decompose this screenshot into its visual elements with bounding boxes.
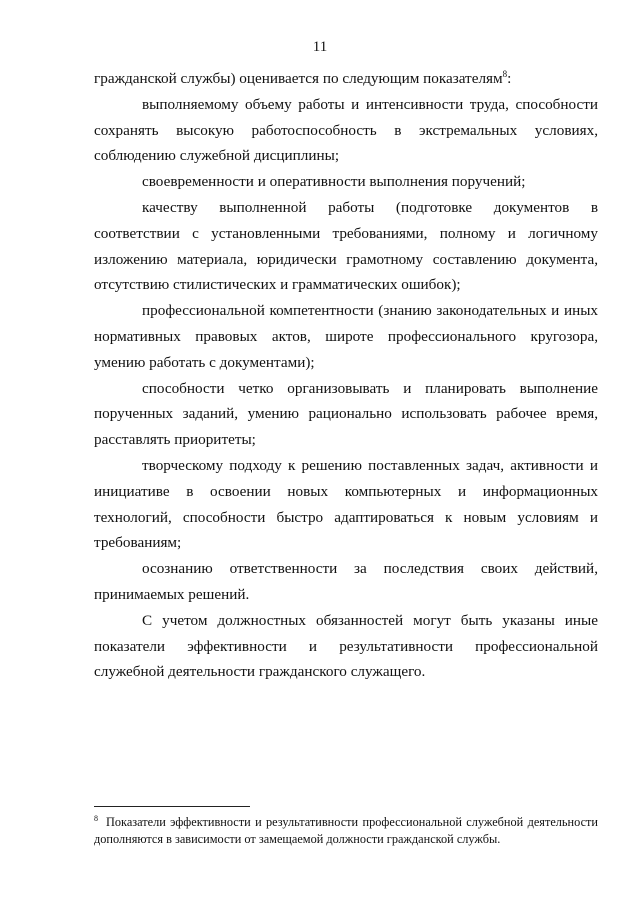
paragraph-closing: С учетом должностных обязанностей могут быть указаны иные показатели эффективности и результативности профессиональной служебной деятельности гражданского служащего.: [94, 611, 598, 681]
list-item-workload: выполняемому объему работы и интенсивности труда, способности сохранять высокую работоспособность в экстремальных условиях, соблюдению служебной дисциплины;: [94, 95, 598, 165]
paragraph-intro: [94, 66, 598, 92]
page-number: 11: [312, 39, 328, 55]
list-item-organization: способности четко организовывать и планировать выполнение порученных заданий, умению рационально использовать рабочее время, расставлять приоритеты;: [94, 379, 598, 449]
list-item-responsibility: осознанию ответственности за последствия своих действий, принимаемых решений.: [94, 560, 598, 603]
footnote-divider: [94, 806, 250, 807]
footnote-mark: 8: [94, 813, 98, 823]
list-item-creativity: творческому подходу к решению поставленных задач, активности и инициативе в освоении новых компьютерных и информационных технологий, способности быстро адаптироваться к новым условиям и требованиям;: [94, 456, 598, 552]
list-item-timeliness: своевременности и оперативности выполнения поручений;: [142, 173, 526, 191]
footnote: [94, 814, 598, 847]
list-item-quality: качеству выполненной работы (подготовке документов в соответствии с установленными требованиями, полному и логичному изложению материала, юридически грамотному составлению документа, отсутствию стилистических и грамматических ошибок);: [94, 198, 598, 294]
footnote-text: Показатели эффективности и результативности профессиональной служебной деятельности дополняются в зависимости от замещаемой должности гражданской службы.: [94, 815, 598, 846]
document-body: [94, 66, 598, 685]
list-item-competence: профессиональной компетентности (знанию законодательных и иных нормативных правовых актов, широте профессионального кругозора, умению работать с документами);: [94, 302, 598, 371]
paragraph-intro-tail: :: [507, 70, 512, 87]
footnote-reference: 8: [502, 68, 508, 79]
paragraph-intro-text: гражданской службы) оценивается по следующим показателям: [94, 70, 503, 87]
